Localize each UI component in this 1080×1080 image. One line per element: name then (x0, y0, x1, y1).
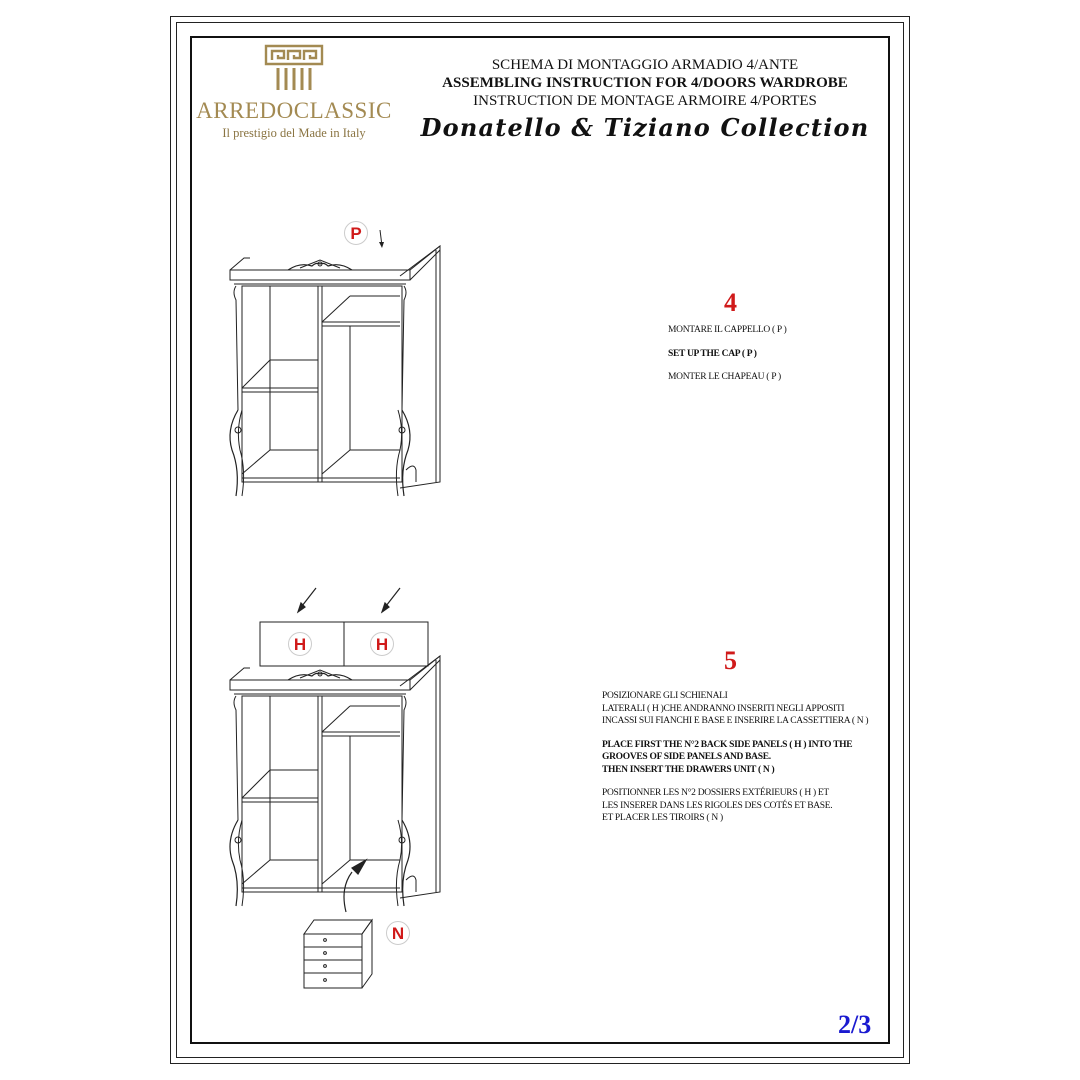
step-5-it-line: INCASSI SUI FIANCHI E BASE E INSERIRE LA CASSETTIERA ( N ) (602, 716, 869, 726)
back-panels-h (260, 622, 428, 666)
part-label-h-left: H (288, 632, 312, 656)
step-5-fr-line: ET PLACER LES TIROIRS ( N ) (602, 813, 723, 823)
brand-tagline: Il prestigio del Made in Italy (222, 126, 366, 140)
step-5-it-line: LATERALI ( H )CHE ANDRANNO INSERITI NEGLI APPOSITI (602, 703, 845, 714)
part-label-h-right: H (370, 632, 394, 656)
step-5-en-line: PLACE FIRST THE N°2 BACK SIDE PANELS ( H ) INTO THE (602, 739, 853, 750)
drawers-unit-n (304, 920, 372, 988)
step-4-diagram (230, 230, 440, 496)
step-5-diagram (230, 656, 440, 906)
step-5-fr-line: LES INSERER DANS LES RIGOLES DES COTÉS ET BASE. (602, 800, 833, 811)
step-5-en-line: THEN INSERT THE DRAWERS UNIT ( N ) (602, 764, 775, 775)
step-4-instructions (668, 324, 787, 384)
part-label-n: N (386, 921, 410, 945)
title-french: INSTRUCTION DE MONTAGE ARMOIRE 4/PORTES (473, 93, 817, 109)
step-4-number: 4 (724, 288, 737, 317)
title-italian: SCHEMA DI MONTAGGIO ARMADIO 4/ANTE (491, 57, 799, 73)
step-4-it: MONTARE IL CAPPELLO ( P ) (668, 325, 787, 335)
page-number: 2/3 (838, 1010, 872, 1039)
collection-name: Donatello & Tiziano Collection (420, 113, 870, 142)
step-5-it-line: POSIZIONARE GLI SCHIENALI (602, 691, 728, 701)
part-label-p: P (344, 221, 368, 245)
title-english: ASSEMBLING INSTRUCTION FOR 4/DOORS WARDROBE (442, 75, 848, 91)
step-5-en-line: GROOVES OF SIDE PANELS AND BASE. (602, 752, 771, 762)
step-5-instructions (602, 690, 868, 825)
step-4-fr: MONTER LE CHAPEAU ( P ) (668, 372, 781, 382)
brand-name: ARREDOCLASSIC (196, 98, 392, 123)
step-5-fr-line: POSITIONNER LES N°2 DOSSIERS EXTÉRIEURS ( H ) ET (602, 788, 829, 798)
step-5-number: 5 (724, 646, 737, 675)
step-4-en: SET UP THE CAP ( P ) (668, 348, 757, 359)
